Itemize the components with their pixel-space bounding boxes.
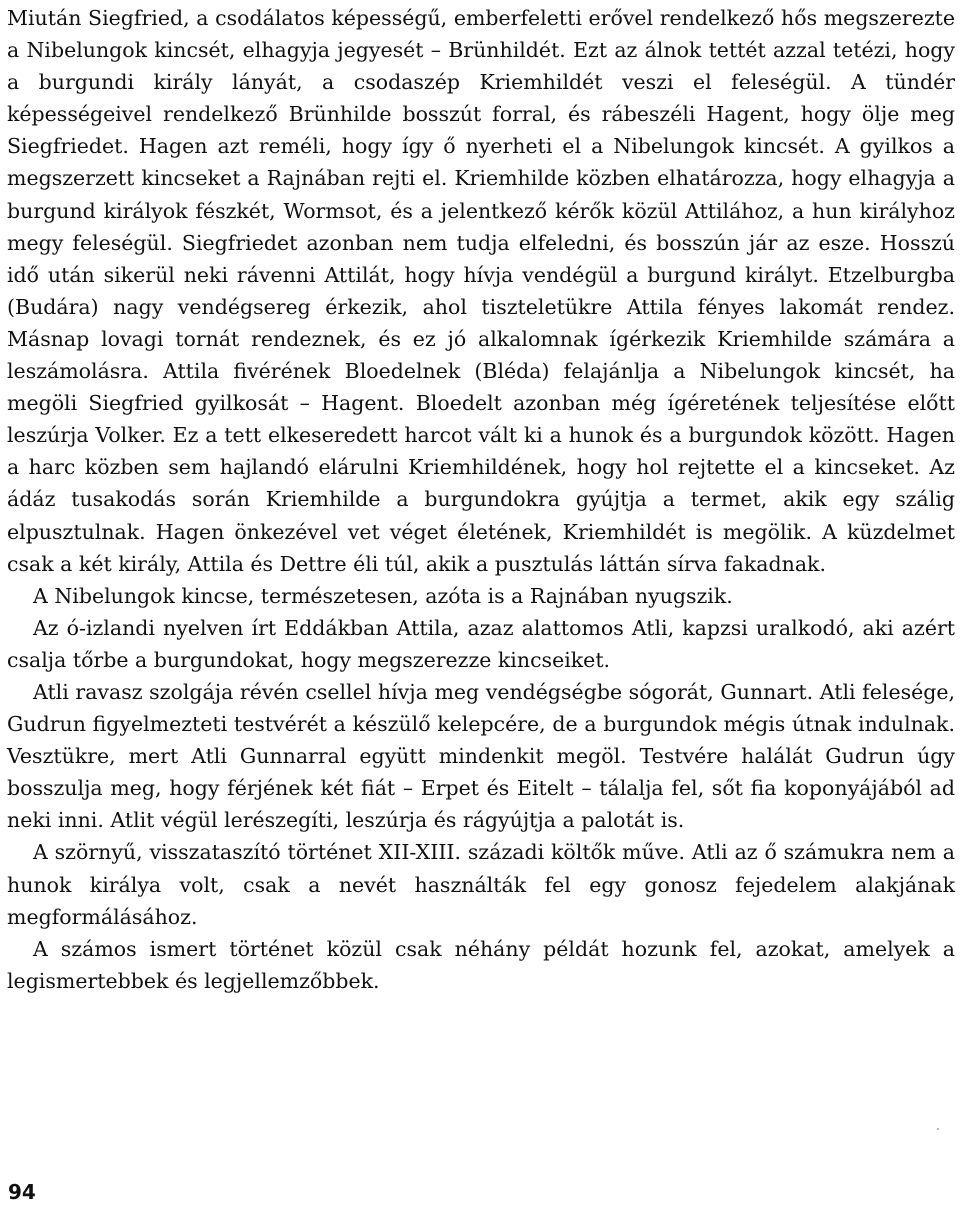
paragraph-2: A Nibelungok kincse, természetesen, azóta is a Rajnában nyugszik.: [33, 583, 733, 608]
paragraph-4: Atli ravasz szolgája révén csellel hívja meg vendégségbe sógorát, Gunnart. Atli felesége, Gudrun figyelmezteti testvérét a készülő kelepcére, de a burgundok mégis útnak indulnak. Vesztükre, mert Atli Gunnarral együtt mindenkit megöl. Testvére halálát Gudrun úgy bosszulja meg, hogy férjének két fiát – Erpet és Eitelt – tálalja fel, sőt fia koponyájából ad neki inni. Atlit végül lerészegíti, leszúrja és rágyújtja a palotát is.: [7, 679, 955, 833]
document-page: [7, 2, 955, 997]
paragraph-6: A számos ismert történet közül csak néhány példát hozunk fel, azokat, amelyek a legismertebbek és legjellemzőbbek.: [7, 936, 955, 993]
page-number: 94: [8, 1180, 36, 1204]
paragraph-1: Miután Siegfried, a csodálatos képességű, emberfeletti erővel rendelkező hős megszerezte a Nibelungok kincsét, elhagyja jegyesét – Brünhildét. Ezt az álnok tettét azzal tetézi, hogy a burgundi király lányát, a csodaszép Kriemhildét veszi el feleségül. A tündér képességeivel rendelkező Brünhilde bosszút forral, és rábeszéli Hagent, hogy ölje meg Siegfriedet. Hagen azt reméli, hogy így ő nyerheti el a Nibelungok kincsét. A gyilkos a megszerzett kincseket a Rajnában rejti el. Kriemhilde közben elhatározza, hogy elhagyja a burgund királyok fészkét, Wormsot, és a jelentkező kérők közül Attilához, a hun királyhoz megy feleségül. Siegfriedet azonban nem tudja elfeledni, és bosszún jár az esze. Hosszú idő után sikerül neki rávenni Attilát, hogy hívja vendégül a burgund királyt. Etzelburgba (Budára) nagy vendégsereg érkezik, ahol tiszteletükre Attila fényes lakomát rendez. Másnap lovagi tornát rendeznek, és ez jó alkalomnak ígérkezik Kriemhilde számára a leszámolásra. Attila fivérének Bloedelnek (Bléda) felajánlja a Nibelungok kincsét, ha megöli Siegfried gyilkosát – Hagent. Bloedelt azonban még ígéretének teljesítése előtt leszúrja Volker. Ez a tett elkeseredett harcot vált ki a hunok és a burgundok között. Hagen a harc közben sem hajlandó elárulni Kriemhildének, hogy hol rejtette el a kincseket. Az ádáz tusakodás során Kriemhilde a burgundokra gyújtja a termet, akik egy szálig elpusztulnak. Hagen önkezével vet véget életének, Kriemhildét is megölik. A küzdelmet csak a két király, Attila és Dettre éli túl, akik a pusztulás láttán sírva fakadnak.: [7, 6, 955, 576]
print-speck: [937, 1128, 939, 1130]
paragraph-5: A szörnyű, visszataszító történet XII-XIII. századi költők műve. Atli az ő számukra nem a hunok királya volt, csak a nevét használták fel egy gonosz fejedelem alakjának megformálásához.: [7, 840, 955, 929]
paragraph-3: Az ó-izlandi nyelven írt Eddákban Attila, azaz alattomos Atli, kapzsi uralkodó, aki azért csalja tőrbe a burgundokat, hogy megszerezze kincseiket.: [7, 615, 955, 672]
